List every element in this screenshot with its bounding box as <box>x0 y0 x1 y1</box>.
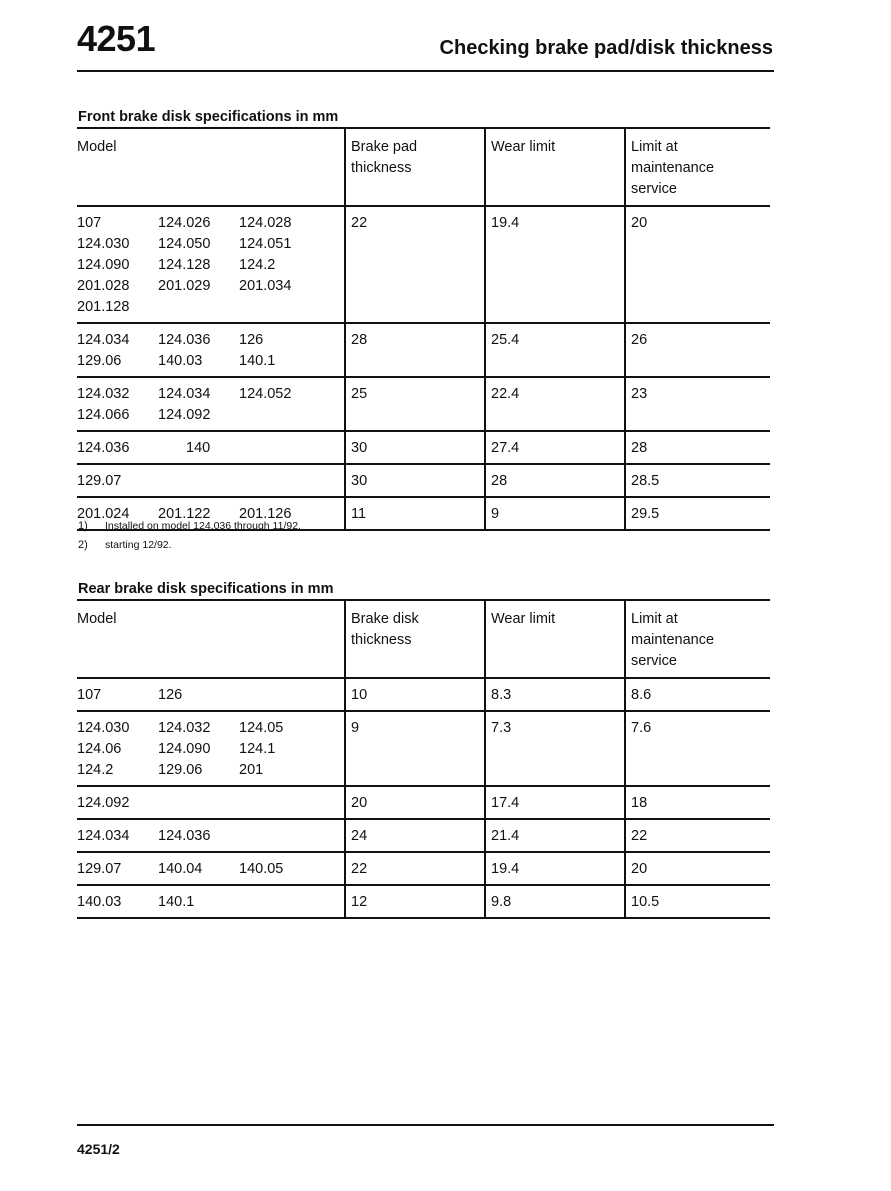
model-number: 201.034 <box>239 278 292 294</box>
model-number <box>239 297 329 318</box>
model-number: 140.05 <box>239 861 284 877</box>
thickness-value: 20 <box>345 786 485 819</box>
header-label: Wear limit <box>491 611 556 627</box>
model-number <box>239 438 329 459</box>
thickness-column-header <box>345 600 485 678</box>
model-number: 124.1 <box>239 741 276 757</box>
model-number: 140 <box>186 440 211 456</box>
maintenance-limit-value: 18 <box>625 786 770 819</box>
model-number: 140.04 <box>158 861 203 877</box>
model-number: 201.126 <box>239 506 292 522</box>
footnote-mark: 1) <box>78 520 88 532</box>
model-number: 201.128 <box>77 299 130 315</box>
wear-limit-value: 17.4 <box>485 786 625 819</box>
thickness-value: 28 <box>345 323 485 377</box>
thickness-value: 30 <box>345 431 485 464</box>
page-title: Checking brake pad/disk thickness <box>439 37 773 59</box>
model-number: 107 <box>77 687 102 703</box>
thickness-value: 25 <box>345 377 485 431</box>
maintenance-limit-value: 20 <box>625 852 770 885</box>
model-number: 140.03 <box>158 353 203 369</box>
header-label: Brake pad <box>351 139 418 155</box>
header-label: thickness <box>351 160 412 176</box>
model-number: 124.030 <box>77 236 130 252</box>
model-column-header <box>77 128 345 206</box>
model-number: 201 <box>239 762 264 778</box>
table-row <box>77 323 770 377</box>
maintenance-limit-value: 23 <box>625 377 770 431</box>
page-number: 4251 <box>77 18 156 59</box>
model-number: 201.029 <box>158 278 211 294</box>
table-row <box>77 206 770 323</box>
model-number: 124.090 <box>77 257 130 273</box>
footnote-mark: 2) <box>78 539 88 551</box>
model-number: 129.07 <box>77 861 122 877</box>
model-number: 124.032 <box>77 386 130 402</box>
model-cell <box>77 206 345 323</box>
model-list <box>77 718 338 781</box>
thickness-value: 10 <box>345 678 485 711</box>
maintenance-limit-value: 20 <box>625 206 770 323</box>
thickness-value: 24 <box>345 819 485 852</box>
wear-limit-column-header <box>485 128 625 206</box>
table-row <box>77 678 770 711</box>
table-row <box>77 711 770 786</box>
wear-limit-value: 9.8 <box>485 885 625 918</box>
wear-limit-value: 27.4 <box>485 431 625 464</box>
model-number: 124.051 <box>239 236 292 252</box>
model-cell <box>77 678 345 711</box>
footnote <box>78 517 301 536</box>
wear-limit-value: 7.3 <box>485 711 625 786</box>
model-number: 124.090 <box>158 741 211 757</box>
model-number <box>239 892 329 913</box>
footer-page-code: 4251/2 <box>77 1141 120 1157</box>
maintenance-limit-value: 26 <box>625 323 770 377</box>
model-list <box>77 384 338 426</box>
wear-limit-value: 8.3 <box>485 678 625 711</box>
table-row <box>77 464 770 497</box>
model-cell <box>77 852 345 885</box>
model-number: 129.06 <box>77 353 122 369</box>
table-row <box>77 852 770 885</box>
maintenance-limit-value: 28.5 <box>625 464 770 497</box>
model-number: 124.092 <box>77 795 130 811</box>
model-number: 124.034 <box>158 386 211 402</box>
model-number: 124.036 <box>158 332 211 348</box>
maintenance-limit-value: 7.6 <box>625 711 770 786</box>
footnote <box>78 536 301 555</box>
model-number: 124.2 <box>239 257 276 273</box>
model-number: 124.092 <box>158 407 211 423</box>
table-row <box>77 377 770 431</box>
header-label: maintenance <box>631 632 715 648</box>
model-number: 126 <box>158 687 183 703</box>
front-section-title: Front brake disk specifications in mm <box>78 109 339 125</box>
wear-limit-value: 25.4 <box>485 323 625 377</box>
maintenance-limit-value: 29.5 <box>625 497 770 530</box>
thickness-value: 22 <box>345 852 485 885</box>
table-row <box>77 786 770 819</box>
model-number <box>158 297 239 318</box>
wear-limit-value: 19.4 <box>485 852 625 885</box>
model-number: 124.066 <box>77 407 130 423</box>
model-cell <box>77 377 345 431</box>
model-number: 201.028 <box>77 278 130 294</box>
model-cell <box>77 464 345 497</box>
header-label: maintenance <box>631 160 715 176</box>
model-cell <box>77 431 345 464</box>
header-label: service <box>631 181 677 197</box>
model-number <box>239 685 329 706</box>
model-number: 201.122 <box>158 506 211 522</box>
model-number: 126 <box>239 332 264 348</box>
model-number: 124.032 <box>158 720 211 736</box>
model-cell <box>77 786 345 819</box>
wear-limit-value: 19.4 <box>485 206 625 323</box>
wear-limit-value: 22.4 <box>485 377 625 431</box>
model-list <box>77 892 338 913</box>
header-label: Model <box>77 139 117 155</box>
model-number: 124.036 <box>158 828 211 844</box>
model-number: 124.2 <box>77 762 114 778</box>
thickness-value: 12 <box>345 885 485 918</box>
wear-limit-column-header <box>485 600 625 678</box>
maintenance-limit-column-header <box>625 128 770 206</box>
model-number: 107 <box>77 215 102 231</box>
model-number: 124.034 <box>77 332 130 348</box>
model-number: 124.026 <box>158 215 211 231</box>
header-label: Limit at <box>631 611 678 627</box>
model-number <box>239 405 329 426</box>
model-list <box>77 859 338 880</box>
model-list <box>77 685 338 706</box>
model-number: 201.024 <box>77 506 130 522</box>
wear-limit-value: 21.4 <box>485 819 625 852</box>
model-list <box>77 471 338 492</box>
header-label: thickness <box>351 632 412 648</box>
footnotes <box>78 517 301 555</box>
table-row <box>77 819 770 852</box>
header-label: Wear limit <box>491 139 556 155</box>
maintenance-limit-value: 22 <box>625 819 770 852</box>
model-list <box>77 213 338 318</box>
model-list <box>77 438 338 459</box>
header-label: Limit at <box>631 139 678 155</box>
model-number: 124.05 <box>239 720 284 736</box>
thickness-value: 11 <box>345 497 485 530</box>
model-column-header <box>77 600 345 678</box>
front-spec-table <box>77 127 770 531</box>
maintenance-limit-value: 10.5 <box>625 885 770 918</box>
model-number: 129.06 <box>158 762 203 778</box>
model-list <box>77 793 338 814</box>
model-number <box>158 793 239 814</box>
table-header-row <box>77 600 770 678</box>
model-number: 140.1 <box>158 894 195 910</box>
rear-section-title: Rear brake disk specifications in mm <box>78 581 334 597</box>
model-number <box>158 471 239 492</box>
model-number: 124.028 <box>239 215 292 231</box>
rear-spec-table <box>77 599 770 919</box>
wear-limit-value: 28 <box>485 464 625 497</box>
model-cell <box>77 711 345 786</box>
wear-limit-value: 9 <box>485 497 625 530</box>
maintenance-limit-value: 8.6 <box>625 678 770 711</box>
model-cell <box>77 819 345 852</box>
model-number: 124.030 <box>77 720 130 736</box>
header-label: Model <box>77 611 117 627</box>
table-row <box>77 885 770 918</box>
model-number: 129.07 <box>77 473 122 489</box>
table-row <box>77 431 770 464</box>
footer-rule <box>77 1124 774 1126</box>
table-header-row <box>77 128 770 206</box>
thickness-column-header <box>345 128 485 206</box>
header-label: Brake disk <box>351 611 419 627</box>
model-cell <box>77 323 345 377</box>
footnote-text: Installed on model 124.036 through 11/92. <box>105 520 301 532</box>
model-number <box>239 471 329 492</box>
model-number: 124.050 <box>158 236 211 252</box>
model-number: 124.128 <box>158 257 211 273</box>
header-rule <box>77 70 774 72</box>
model-list <box>77 826 338 847</box>
thickness-value: 22 <box>345 206 485 323</box>
model-number: 140.1 <box>239 353 276 369</box>
thickness-value: 30 <box>345 464 485 497</box>
header-label: service <box>631 653 677 669</box>
model-number: 140.03 <box>77 894 122 910</box>
model-number: 124.06 <box>77 741 122 757</box>
model-number <box>239 826 329 847</box>
footnote-text: starting 12/92. <box>105 539 172 551</box>
model-number: 124.034 <box>77 828 130 844</box>
model-cell <box>77 885 345 918</box>
maintenance-limit-column-header <box>625 600 770 678</box>
maintenance-limit-value: 28 <box>625 431 770 464</box>
model-number: 124.052 <box>239 386 292 402</box>
model-list <box>77 330 338 372</box>
thickness-value: 9 <box>345 711 485 786</box>
model-number: 124.036 <box>77 440 130 456</box>
model-number <box>239 793 329 814</box>
